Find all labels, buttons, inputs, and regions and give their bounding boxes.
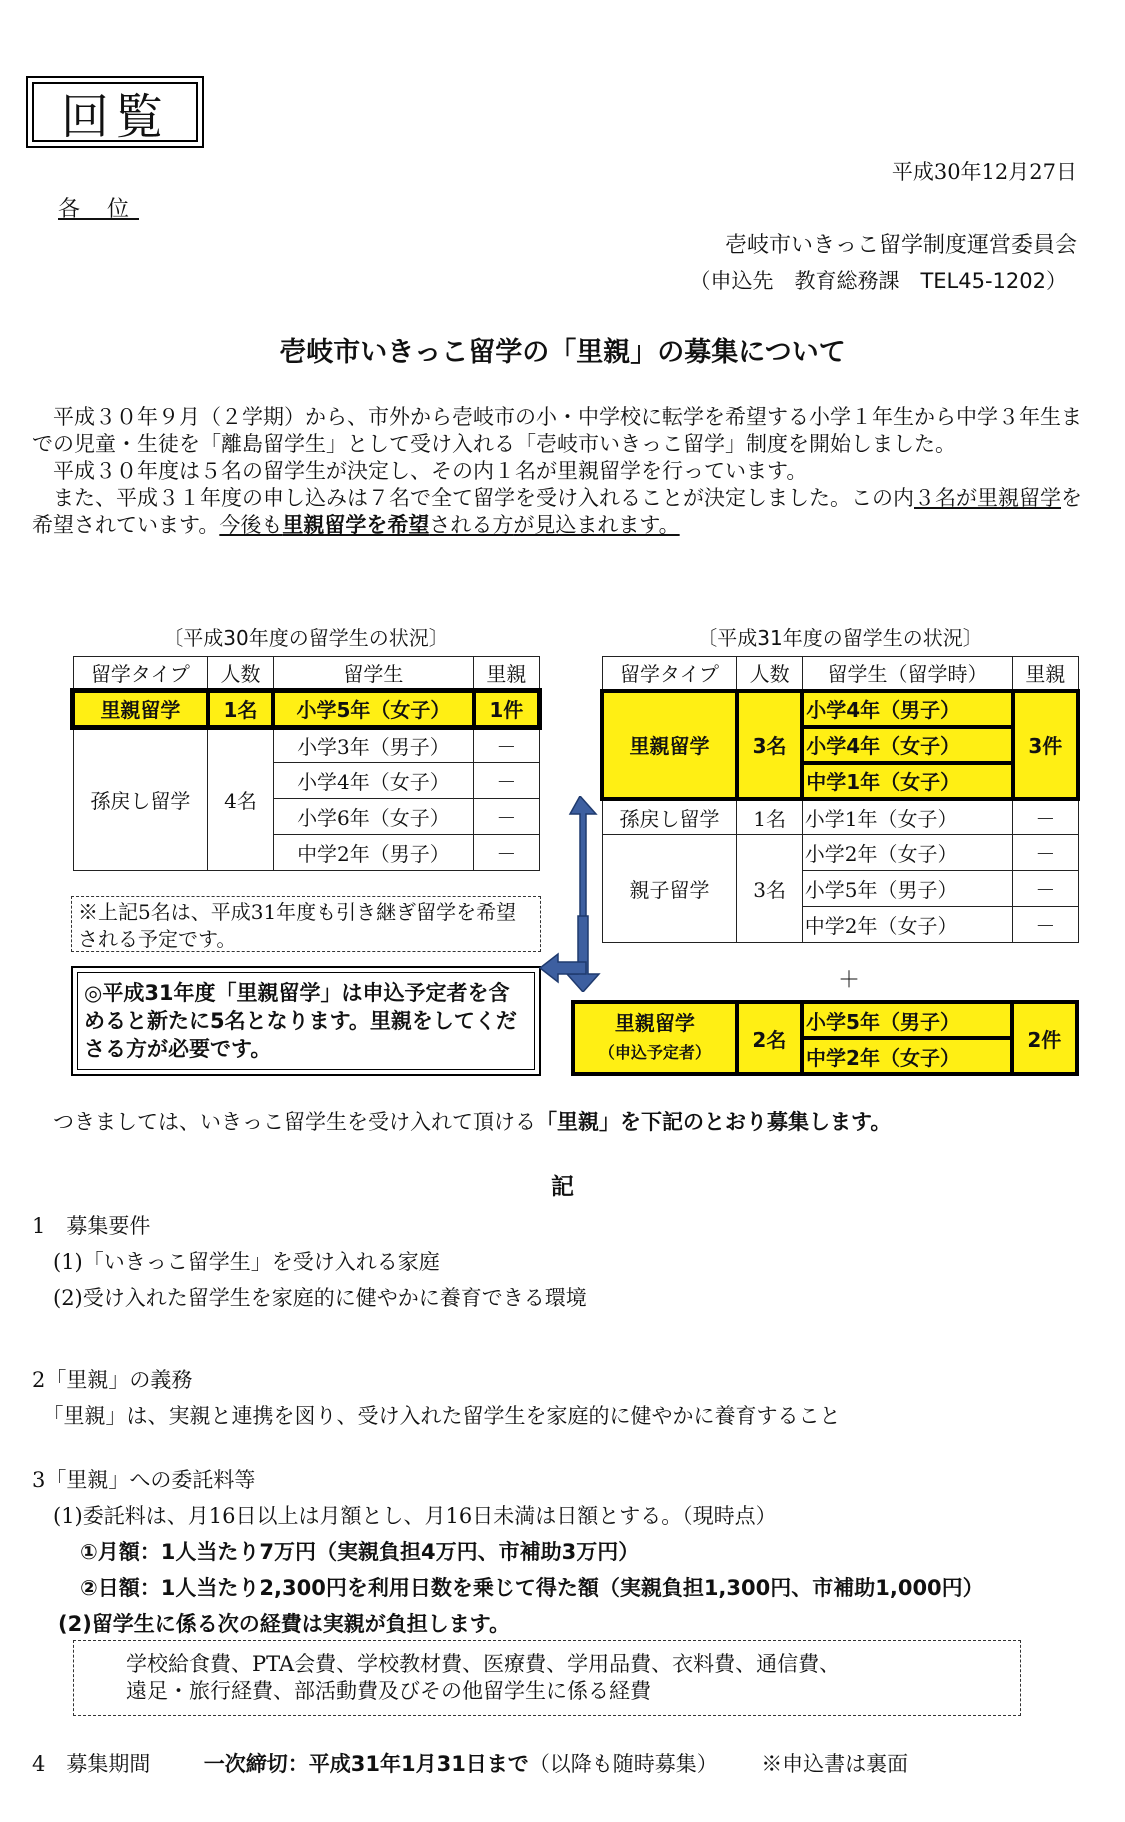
table-row xyxy=(602,691,1078,727)
h30-magomodoshi-count: 4名 xyxy=(208,727,273,871)
h31-oyako-student-3: 中学2年（女子） xyxy=(802,907,1012,943)
planned-count: 2名 xyxy=(737,1002,802,1074)
expenses-line-1: 学校給食費、PTA会費、学校教材費、医療費、学用品費、衣料費、通信費、 xyxy=(126,1652,841,1676)
h30-magomodoshi-student-4: 中学2年（男子） xyxy=(273,835,474,871)
h30-caption: 〔平成30年度の留学生の状況〕 xyxy=(163,626,449,650)
intro-p3-b: ３名が里親留学 xyxy=(914,486,1061,510)
section-3 xyxy=(32,1462,1102,1642)
intro-p2: 平成３０年度は５名の留学生が決定し、その内１名が里親留学を行っています。 xyxy=(32,459,808,483)
h31-header-foster: 里親 xyxy=(1013,657,1078,691)
h31-planned-table xyxy=(571,1000,1079,1076)
connector-arrow xyxy=(538,796,628,992)
h31-table xyxy=(600,656,1080,943)
h31-magomodoshi-count: 1名 xyxy=(737,799,802,835)
h30-satooya-type: 里親留学 xyxy=(73,691,208,727)
table-row xyxy=(602,835,1078,871)
section-2-title: 2「里親」の義務 xyxy=(32,1368,193,1392)
ki-heading: 記 xyxy=(551,1174,574,1200)
h30-magomodoshi-foster-2: － xyxy=(474,763,539,799)
intro-p3-g: が見込まれます。 xyxy=(513,513,680,537)
h31-oyako-foster-2: － xyxy=(1013,871,1078,907)
section-3-daily: ②日額：1人当たり2,300円を利用日数を乗じて得た額（実親負担1,300円、市補助1,000円） xyxy=(80,1576,984,1600)
section-4 xyxy=(32,1746,1102,1782)
section-4-deadline: 一次締切：平成31年1月31日まで xyxy=(203,1752,529,1776)
h31-header-count: 人数 xyxy=(737,657,802,691)
intro-p3-a: また、平成３１年度の申し込みは７名で全て留学を受け入れることが決定しました。この内 xyxy=(32,486,914,510)
contact-info: （申込先 教育総務課 TEL45-1202） xyxy=(689,269,1067,293)
h31-oyako-type: 親子留学 xyxy=(602,835,737,943)
h30-magomodoshi-foster-4: － xyxy=(474,835,539,871)
h30-magomodoshi-student-1: 小学3年（男子） xyxy=(273,727,474,763)
intro-p3-e: 里親留学を希望 xyxy=(282,513,430,537)
planned-student-1: 小学5年（男子） xyxy=(802,1002,1012,1038)
h30-magomodoshi-type: 孫戻し留学 xyxy=(73,727,208,871)
h30-magomodoshi-foster-1: － xyxy=(474,727,539,763)
h31-oyako-count: 3名 xyxy=(737,835,802,943)
h31-magomodoshi-type: 孫戻し留学 xyxy=(602,799,737,835)
table-row xyxy=(573,1002,1077,1038)
planned-type xyxy=(573,1002,737,1074)
h31-satooya-foster: 3件 xyxy=(1013,691,1078,799)
intro-p3 xyxy=(32,485,1092,539)
planned-foster: 2件 xyxy=(1012,1002,1077,1074)
intro-p3-f: される方 xyxy=(429,513,514,537)
h31-satooya-student-2: 小学4年（女子） xyxy=(802,727,1012,763)
planned-type-sub: （申込予定者） xyxy=(598,1043,711,1062)
section-3-item-1: (1)委託料は、月16日以上は月額とし、月16日未満は日額とする。（現時点） xyxy=(32,1504,777,1528)
addressee: 各 位 xyxy=(58,197,139,222)
h31-satooya-count: 3名 xyxy=(737,691,802,799)
h30-satooya-student: 小学5年（女子） xyxy=(273,691,474,727)
intro-p3-underlined xyxy=(219,513,679,537)
intro-p1: 平成３０年９月（２学期）から、市外から壱岐市の小・中学校に転学を希望する小学１年生から中学３年生までの児童・生徒を「離島留学生」として受け入れる「壱岐市いきっこ留学」制度を開始しました。 xyxy=(32,405,1082,456)
document-date: 平成30年12月27日 xyxy=(891,160,1077,184)
h30-satooya-foster: 1件 xyxy=(474,691,539,727)
h31-header-row xyxy=(602,657,1078,691)
h30-header-row xyxy=(73,657,539,691)
section-4-note: ※申込書は裏面 xyxy=(761,1752,909,1776)
section-1-item-2: (2)受け入れた留学生を家庭的に健やかに養育できる環境 xyxy=(32,1286,587,1310)
circulation-stamp-label: 回覧 xyxy=(32,82,198,142)
expenses-box xyxy=(73,1640,1021,1716)
section-2-item-1: 「里親」は、実親と連携を図り、受け入れた留学生を家庭的に健やかに養育すること xyxy=(32,1404,841,1428)
planned-student-2: 中学2年（女子） xyxy=(802,1038,1012,1074)
lead-text-bold: 「里親」を下記のとおり募集します。 xyxy=(536,1110,892,1134)
note-continuing-students: ※上記5名は、平成31年度も引き継ぎ留学を希望される予定です。 xyxy=(71,896,541,952)
h31-caption: 〔平成31年度の留学生の状況〕 xyxy=(697,626,983,650)
h31-satooya-type: 里親留学 xyxy=(602,691,737,799)
section-3-monthly: ①月額：1人当たり7万円（実親負担4万円、市補助3万円） xyxy=(80,1540,640,1564)
section-4-title: 4 募集期間 xyxy=(32,1752,151,1776)
section-3-title: 3「里親」への委託料等 xyxy=(32,1468,256,1492)
h30-satooya-row xyxy=(73,691,539,727)
h30-table xyxy=(71,656,541,871)
h30-header-type: 留学タイプ xyxy=(73,657,208,691)
lead-text: つきましては、いきっこ留学生を受け入れて頂ける xyxy=(32,1110,536,1134)
document-title: 壱岐市いきっこ留学の「里親」の募集について xyxy=(279,337,846,368)
h31-satooya-student-3: 中学1年（女子） xyxy=(802,763,1012,799)
lead-line xyxy=(32,1104,1102,1140)
table-row xyxy=(73,727,539,763)
organization-name: 壱岐市いきっこ留学制度運営委員会 xyxy=(724,233,1077,258)
expenses-line-2: 遠足・旅行経費、部活動費及びその他留学生に係る経費 xyxy=(126,1679,651,1703)
section-3-item-2: (2)留学生に係る次の経費は実親が負担します。 xyxy=(58,1612,511,1636)
section-1 xyxy=(32,1208,1102,1316)
h31-oyako-foster-3: － xyxy=(1013,907,1078,943)
note-new-fosters-text: ◎平成31年度「里親留学」は申込予定者を含めると新たに5名となります。里親をしてくださる方が必要です。 xyxy=(77,972,535,1070)
plus-sign: ＋ xyxy=(838,968,861,993)
arrow-down-icon xyxy=(567,916,599,992)
section-1-title: 1 募集要件 xyxy=(32,1214,151,1238)
h31-satooya-student-1: 小学4年（男子） xyxy=(802,691,1012,727)
h30-magomodoshi-foster-3: － xyxy=(474,799,539,835)
table-row xyxy=(602,799,1078,835)
h30-satooya-count: 1名 xyxy=(208,691,273,727)
h31-header-student: 留学生（留学時） xyxy=(802,657,1012,691)
section-2 xyxy=(32,1362,1102,1434)
h31-magomodoshi-foster: － xyxy=(1013,799,1078,835)
circulation-stamp xyxy=(26,76,204,148)
intro-paragraphs xyxy=(32,404,1092,539)
h31-magomodoshi-student: 小学1年（女子） xyxy=(802,799,1012,835)
h30-magomodoshi-student-3: 小学6年（女子） xyxy=(273,799,474,835)
section-1-item-1: (1)「いきっこ留学生」を受け入れる家庭 xyxy=(32,1250,440,1274)
h31-header-type: 留学タイプ xyxy=(602,657,737,691)
h31-oyako-student-1: 小学2年（女子） xyxy=(802,835,1012,871)
h31-oyako-foster-1: － xyxy=(1013,835,1078,871)
intro-p3-d: 今後も xyxy=(219,513,283,537)
planned-type-label: 里親留学 xyxy=(614,1011,695,1035)
note-new-fosters-needed xyxy=(71,966,541,1076)
h30-header-foster: 里親 xyxy=(474,657,539,691)
h30-header-count: 人数 xyxy=(208,657,273,691)
intro-p3-c: を希望されています。 xyxy=(32,486,1082,537)
h31-oyako-student-2: 小学5年（男子） xyxy=(802,871,1012,907)
h30-magomodoshi-student-2: 小学4年（女子） xyxy=(273,763,474,799)
h30-header-student: 留学生 xyxy=(273,657,474,691)
section-4-after: （以降も随時募集） xyxy=(528,1752,718,1776)
